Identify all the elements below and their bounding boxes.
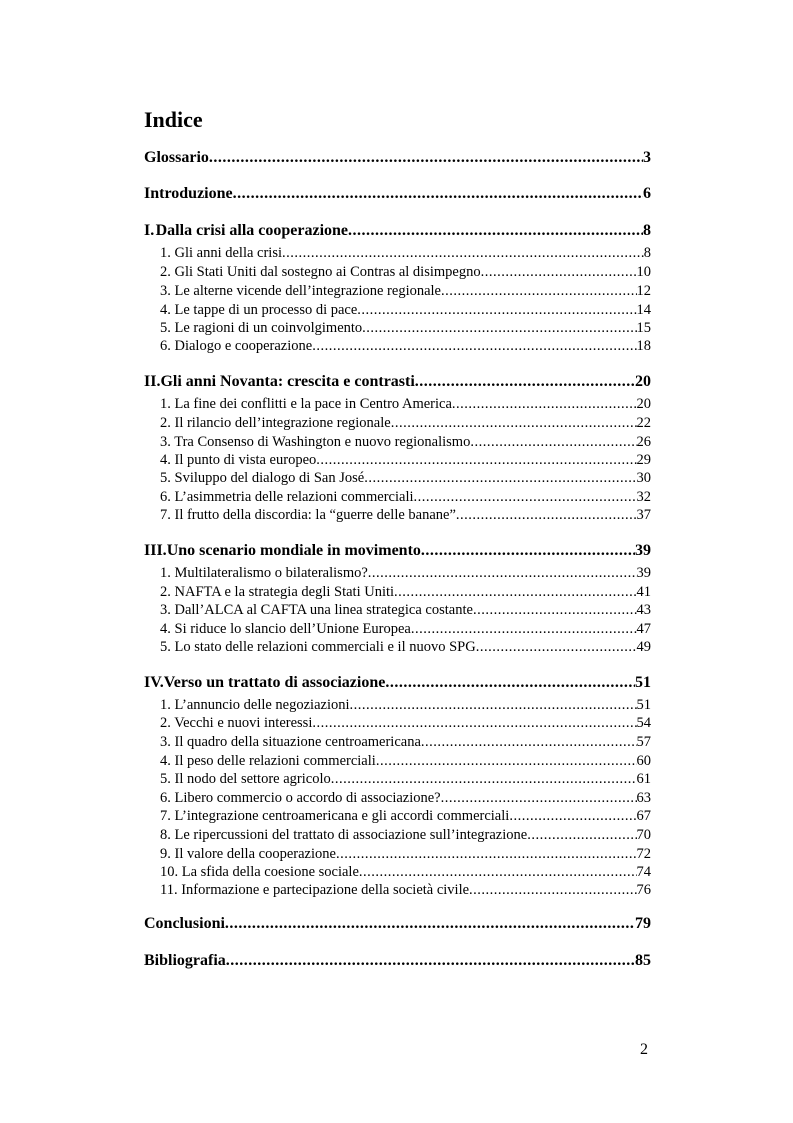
dot-leader [364,469,636,487]
toc-entry-page: 54 [636,715,651,731]
dot-leader [336,845,637,863]
dot-leader [316,451,636,469]
toc-section-entry [160,244,651,262]
toc-entry-page: 10 [636,264,651,280]
toc-section-entry [160,789,651,807]
toc-section-entry [160,451,651,469]
dot-leader [411,620,637,638]
toc-entry-label: 1. L’annuncio delle negoziazioni [160,697,350,713]
toc-entry-label: 5. Il nodo del settore agricolo [160,771,331,787]
dot-leader [312,337,636,355]
dot-leader [456,506,637,524]
toc-entry-label: 10. La sfida della coesione sociale [160,864,359,880]
dot-leader [348,221,643,241]
toc-entry-label: 6. Dialogo e cooperazione [160,338,313,354]
toc-entry-page: 57 [636,734,651,750]
toc-entry-page: 8 [643,245,651,261]
toc-section-entry [160,770,651,788]
toc-entry-page: 6 [643,185,651,202]
toc-section-entry [160,414,651,432]
toc-entry-page: 30 [636,470,651,486]
toc-entry-label: 1. La fine dei conflitti e la pace in Centro America [160,396,452,412]
toc-section-entry [160,714,651,732]
toc-section-entry [160,301,651,319]
toc-entry-page: 47 [636,621,651,637]
toc-entry-page: 43 [636,602,651,618]
toc-section-entry [160,564,651,582]
toc-entry-page: 32 [636,489,651,505]
toc-entry-label: 4. Il peso delle relazioni commerciali [160,753,376,769]
toc-entry-page: 8 [643,222,651,239]
toc-entry-page: 60 [636,753,651,769]
toc-section-entry [160,845,651,863]
toc-entry-label: 3. Dall’ALCA al CAFTA una linea strategica costante [160,602,473,618]
toc-entry-label: 2. Il rilancio dell’integrazione regionale [160,415,391,431]
toc-section-entry [160,506,651,524]
toc-chapter-number: III. [144,542,167,559]
toc-section-entry [160,863,651,881]
toc-entry-label: 4. Il punto di vista europeo [160,452,317,468]
toc-entry-label: 4. Le tappe di un processo di pace [160,302,358,318]
dot-leader [368,564,637,582]
toc-entry-label: 7. Il frutto della discordia: la “guerre delle banane” [160,507,456,523]
toc-entry-label: Gli anni Novanta: crescita e contrasti [160,373,415,390]
toc-section-entry [160,469,651,487]
toc-entry-page: 49 [636,639,651,655]
toc-entry-page: 20 [635,373,651,390]
toc-chapter-entry [144,221,651,241]
toc-entry-page: 79 [635,915,651,932]
toc-entry-page: 3 [643,149,651,166]
dot-leader [282,244,644,262]
toc-entry-page: 41 [636,584,651,600]
toc-section-entry [160,638,651,656]
toc-section-entry [160,433,651,451]
toc-entry-label: 6. L’asimmetria delle relazioni commerciali [160,489,414,505]
toc-entry-page: 76 [636,882,651,898]
toc-entry-label: 8. Le ripercussioni del trattato di associazione sull’integrazione [160,827,528,843]
toc-entry-page: 85 [635,952,651,969]
dot-leader [385,673,635,693]
dot-leader [331,770,637,788]
dot-leader [225,914,635,934]
dot-leader [359,863,637,881]
toc-entry-page: 29 [636,452,651,468]
toc-entry-label: 5. Le ragioni di un coinvolgimento [160,320,363,336]
toc-section-entry [160,488,651,506]
toc-entry-page: 51 [635,674,651,691]
toc-entry-label: 5. Sviluppo del dialogo di San José [160,470,365,486]
toc-entry-label: Introduzione [144,185,233,202]
toc-entry-label: 7. L’integrazione centroamericana e gli accordi commerciali [160,808,510,824]
toc-entry-page: 61 [636,771,651,787]
dot-leader [452,395,637,413]
toc-entry-label: 2. NAFTA e la strategia degli Stati Uniti [160,584,395,600]
toc-section-entry [160,601,651,619]
toc-chapter-number: IV. [144,674,164,691]
toc-entry-label: 3. Tra Consenso di Washington e nuovo regionalismo [160,434,471,450]
dot-leader [226,951,635,971]
dot-leader [481,263,637,281]
toc-main-entry [144,148,651,168]
toc-entry-label: Verso un trattato di associazione [163,674,386,691]
toc-entry-label: 11. Informazione e partecipazione della società civile [160,882,470,898]
toc-section-entry [160,733,651,751]
toc-entry-page: 67 [636,808,651,824]
dot-leader [527,826,636,844]
dot-leader [312,714,636,732]
toc-entry-page: 39 [636,565,651,581]
dot-leader [476,638,637,656]
toc-entry-label: 9. Il valore della cooperazione [160,846,336,862]
toc-section-entry [160,282,651,300]
toc-entry-page: 74 [636,864,651,880]
toc-entry-page: 15 [636,320,651,336]
dot-leader [473,601,637,619]
dot-leader [394,583,636,601]
toc-section-entry [160,395,651,413]
toc-main-entry [144,184,651,204]
toc-chapter-entry [144,673,651,693]
dot-leader [421,733,637,751]
toc-entry-label: Glossario [144,149,209,166]
dot-leader [362,319,636,337]
dot-leader [376,752,637,770]
toc-entry-label: 6. Libero commercio o accordo di associazione? [160,790,441,806]
toc-entry-page: 18 [636,338,651,354]
toc-section-entry [160,752,651,770]
toc-entry-page: 26 [636,434,651,450]
toc-entry-label: Conclusioni [144,915,225,932]
toc-section-entry [160,826,651,844]
toc-section-entry [160,807,651,825]
toc-entry-label: 3. Le alterne vicende dell’integrazione regionale [160,283,441,299]
dot-leader [357,301,636,319]
toc-entry-label: Dalla crisi alla cooperazione [155,222,349,239]
dot-leader [469,881,636,899]
toc-entry-page: 14 [636,302,651,318]
toc-section-entry [160,696,651,714]
toc-entry-page: 63 [636,790,651,806]
toc-entry-label: 1. Gli anni della crisi [160,245,283,261]
toc-entry-page: 22 [636,415,651,431]
toc-section-entry [160,337,651,355]
toc-entry-label: 2. Gli Stati Uniti dal sostegno ai Contras al disimpegno [160,264,481,280]
toc-entry-label: 1. Multilateralismo o bilateralismo? [160,565,368,581]
dot-leader [209,148,643,168]
toc-entry-page: 39 [635,542,651,559]
dot-leader [509,807,636,825]
toc-section-entry [160,583,651,601]
dot-leader [441,282,637,300]
toc-entry-label: 4. Si riduce lo slancio dell’Unione Europea [160,621,411,637]
dot-leader [470,433,636,451]
toc-entry-page: 72 [636,846,651,862]
toc-chapter-number: I. [144,222,155,239]
toc-section-entry [160,881,651,899]
toc-entry-page: 37 [636,507,651,523]
toc-entry-page: 20 [636,396,651,412]
toc-entry-label: 5. Lo stato delle relazioni commerciali e il nuovo SPG [160,639,476,655]
toc-entry-page: 70 [636,827,651,843]
dot-leader [414,488,637,506]
toc-main-entry [144,914,651,934]
toc-section-entry [160,319,651,337]
toc-entry-page: 12 [636,283,651,299]
toc-entry-label: Bibliografia [144,952,226,969]
toc-entry-label: 3. Il quadro della situazione centroamericana [160,734,421,750]
toc-chapter-number: II. [144,373,161,390]
dot-leader [233,184,643,204]
page-number: 2 [640,1041,648,1058]
toc-chapter-entry [144,541,651,561]
toc-chapter-entry [144,372,651,392]
toc-entry-page: 51 [636,697,651,713]
dot-leader [441,789,637,807]
dot-leader [421,541,635,561]
toc-entry-label: 2. Vecchi e nuovi interessi [160,715,313,731]
toc-section-entry [160,620,651,638]
toc-title: Indice [144,107,203,132]
toc-section-entry [160,263,651,281]
toc-entry-label: Uno scenario mondiale in movimento [166,542,421,559]
dot-leader [350,696,637,714]
dot-leader [415,372,635,392]
toc-main-entry [144,951,651,971]
dot-leader [391,414,637,432]
